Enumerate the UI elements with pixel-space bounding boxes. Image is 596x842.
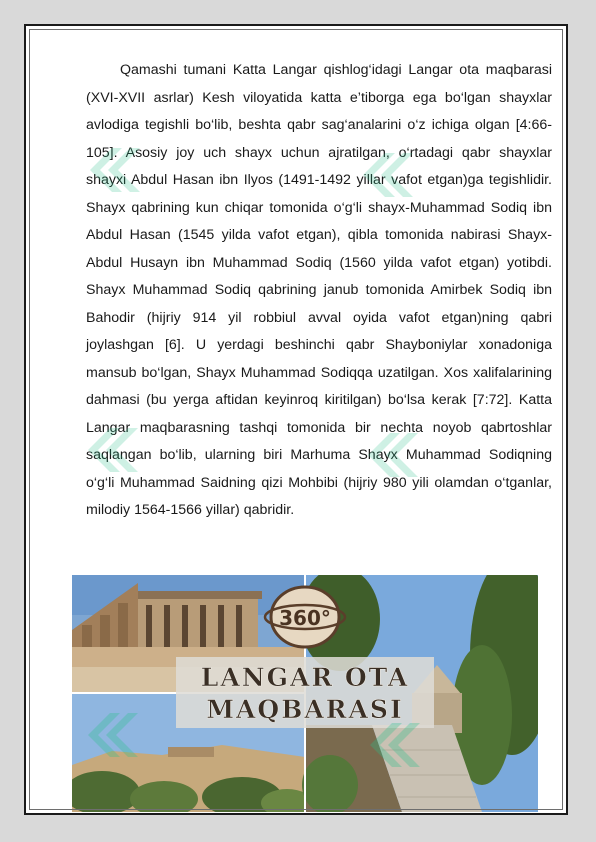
badge-label: 360° [279,606,331,630]
title-banner [176,657,434,728]
title-line-2: MAQBARASI [206,695,404,724]
body-paragraph: Qamashi tumani Katta Langar qishlog‘idagi Langar ota maqbarasi (XVI-XVII asrlar) Kesh viloyatida katta e’tiborga ega bo‘lgan shayxlar avlodiga tegishli bo‘lib, beshta qabr sag‘analarini o‘z ichiga olgan [4:66-105]. Asosiy joy uch shayx uchun ajratilgan, o‘rtadagi qabr shayxlar shayxi Abdul Hasan ibn Ilyos (1491-1492 yillar vafot etgan)ga tegishlidir. Shayx qabrining kun chiqar tomonida o‘g‘li shayx-Muhammad Sodiq ibn Abdul Hasan (1545 yilda vafot etgan), qibla tomonida nabirasi Shayx-Abdul Husayn ibn Muhammad Sodiq (1560 yilda vafot etgan) yotibdi. Shayx Muhammad Sodiq qabrining janub tomonida Amirbek Sodiq ibn Bahodir (hijriy 914 yil robbiul avval oyida vafot etgan)ning qabri joylashgan [6]. U yerdagi beshinchi qabr Shayboniylar xonadoniga mansub bo‘lgan, Shayx Muhammad Sodiqqa uzatilgan. Xos xalifalarining dahmasi (bu yerga aftidan keyinroq kiritilgan) bo‘lsa kerak [7:72]. Katta Langar maqbarasning tashqi tomonida bir nechta noyob qabrtoshlar saqlangan bo‘lib, ularning biri Marhuma Shayx Muhammad Sodiqning o‘g‘li Muhammad Saidning qizi Mohbibi (hijriy 980 yili olamdan o‘tganlar, milodiy 1564-1566 yillar) qabridir. [86,62,552,518]
document-page [24,24,568,815]
title-line-1: LANGAR OTA [200,663,410,692]
photo-collage [72,575,538,812]
